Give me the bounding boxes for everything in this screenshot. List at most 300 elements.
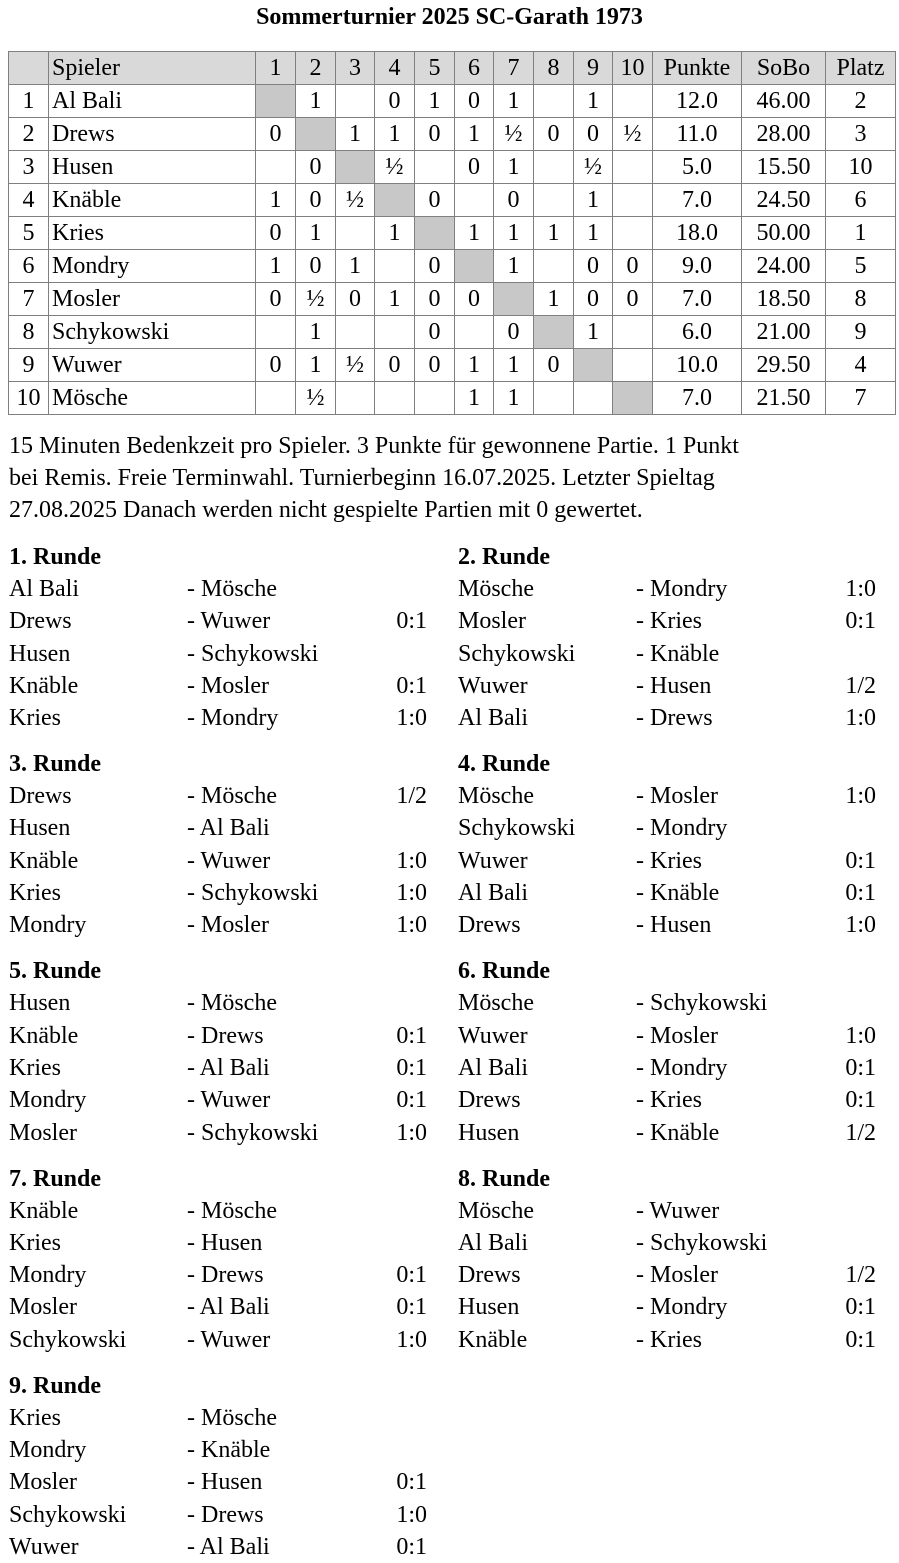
white-player: Mondry xyxy=(9,1087,87,1114)
black-player: - Husen xyxy=(636,672,712,699)
crosstable-header-cell: 7 xyxy=(494,52,534,85)
result-cell: 0 xyxy=(296,184,336,217)
result-cell xyxy=(375,250,415,283)
game-result: 0:1 xyxy=(396,1294,427,1321)
white-player: Mondry xyxy=(9,1262,87,1289)
result-cell xyxy=(336,85,375,118)
tournament-rules-note xyxy=(9,430,889,526)
black-player: - Mondry xyxy=(636,1054,728,1081)
diagonal-cell xyxy=(455,250,494,283)
result-cell: ½ xyxy=(336,349,375,382)
result-cell: 1 xyxy=(336,118,375,151)
round-block xyxy=(458,955,888,1148)
pairing-row xyxy=(9,702,439,734)
player-name: Mosler xyxy=(49,283,256,316)
sobo-cell: 50.00 xyxy=(742,217,826,250)
game-result: 0:1 xyxy=(396,1533,427,1560)
game-result: 0:1 xyxy=(845,880,876,907)
pairing-row xyxy=(9,1499,439,1531)
white-player: Mosler xyxy=(9,1294,77,1321)
result-cell xyxy=(375,316,415,349)
result-cell xyxy=(336,382,375,415)
black-player: - Kries xyxy=(636,1326,702,1353)
white-player: Al Bali xyxy=(458,880,528,907)
crosstable-header-cell: Spieler xyxy=(49,52,256,85)
player-name: Schykowski xyxy=(49,316,256,349)
black-player: - Schykowski xyxy=(636,990,768,1017)
black-player: - Knäble xyxy=(636,880,720,907)
result-cell: ½ xyxy=(375,151,415,184)
game-result: 0:1 xyxy=(396,1054,427,1081)
crosstable-row xyxy=(9,118,896,151)
result-cell: 0 xyxy=(296,250,336,283)
round-title: 7. Runde xyxy=(9,1165,102,1192)
player-number: 3 xyxy=(9,151,49,184)
game-result: 1:0 xyxy=(396,1326,427,1353)
rank-cell: 6 xyxy=(826,184,896,217)
white-player: Schykowski xyxy=(458,640,576,667)
diagonal-cell xyxy=(375,184,415,217)
crosstable-header-cell: 6 xyxy=(455,52,494,85)
black-player: - Mosler xyxy=(636,1022,718,1049)
diagonal-cell xyxy=(494,283,534,316)
game-result: 0:1 xyxy=(396,608,427,635)
result-cell xyxy=(375,382,415,415)
black-player: - Schykowski xyxy=(187,1119,319,1146)
pairing-row xyxy=(458,1052,888,1084)
result-cell: 0 xyxy=(375,85,415,118)
player-number: 4 xyxy=(9,184,49,217)
pairing-row xyxy=(458,845,888,877)
sobo-cell: 18.50 xyxy=(742,283,826,316)
white-player: Mösche xyxy=(458,990,534,1017)
result-cell: 1 xyxy=(256,250,296,283)
game-result: 0:1 xyxy=(396,1262,427,1289)
black-player: - Mösche xyxy=(187,783,277,810)
sobo-cell: 24.50 xyxy=(742,184,826,217)
game-result: 1:0 xyxy=(845,705,876,732)
result-cell: 1 xyxy=(494,217,534,250)
player-name: Al Bali xyxy=(49,85,256,118)
diagonal-cell xyxy=(534,316,574,349)
game-result: 0:1 xyxy=(845,1087,876,1114)
diagonal-cell xyxy=(574,349,613,382)
white-player: Al Bali xyxy=(9,576,79,602)
player-name: Knäble xyxy=(49,184,256,217)
result-cell xyxy=(613,316,653,349)
sobo-cell: 21.50 xyxy=(742,382,826,415)
game-result: 0:1 xyxy=(845,1054,876,1081)
result-cell: 0 xyxy=(256,118,296,151)
result-cell: 0 xyxy=(336,283,375,316)
result-cell xyxy=(613,151,653,184)
black-player: - Knäble xyxy=(187,1437,271,1464)
result-cell: 0 xyxy=(613,283,653,316)
pairing-row xyxy=(458,670,888,702)
pairing-row xyxy=(9,845,439,877)
black-player: - Drews xyxy=(187,1501,264,1528)
pairing-row xyxy=(9,1402,439,1434)
pairing-row xyxy=(9,638,439,670)
result-cell xyxy=(534,151,574,184)
result-cell: 0 xyxy=(455,85,494,118)
player-number: 1 xyxy=(9,85,49,118)
points-cell: 7.0 xyxy=(653,283,742,316)
sobo-cell: 24.00 xyxy=(742,250,826,283)
sobo-cell: 15.50 xyxy=(742,151,826,184)
result-cell xyxy=(613,85,653,118)
player-number: 7 xyxy=(9,283,49,316)
sobo-cell: 29.50 xyxy=(742,349,826,382)
crosstable-header-cell: 9 xyxy=(574,52,613,85)
round-title: 1. Runde xyxy=(9,544,102,570)
black-player: - Mösche xyxy=(187,1197,277,1224)
black-player: - Wuwer xyxy=(636,1197,720,1224)
pairing-row xyxy=(9,573,439,605)
result-cell: 1 xyxy=(296,217,336,250)
white-player: Al Bali xyxy=(458,705,528,732)
pairing-row xyxy=(458,638,888,670)
white-player: Mosler xyxy=(458,608,526,635)
rank-cell: 1 xyxy=(826,217,896,250)
result-cell xyxy=(415,151,455,184)
white-player: Mösche xyxy=(458,1197,534,1224)
round-title: 4. Runde xyxy=(458,751,551,778)
game-result: 1/2 xyxy=(845,672,876,699)
white-player: Kries xyxy=(9,1404,61,1431)
points-cell: 7.0 xyxy=(653,382,742,415)
white-player: Drews xyxy=(9,783,72,810)
points-cell: 11.0 xyxy=(653,118,742,151)
pairing-row xyxy=(9,1259,439,1291)
points-cell: 9.0 xyxy=(653,250,742,283)
result-cell: 0 xyxy=(256,283,296,316)
round-title: 6. Runde xyxy=(458,958,551,985)
white-player: Mösche xyxy=(458,576,534,602)
black-player: - Knäble xyxy=(636,1119,720,1146)
white-player: Mösche xyxy=(458,783,534,810)
diagonal-cell xyxy=(256,85,296,118)
pairing-row xyxy=(9,812,439,844)
round-title: 5. Runde xyxy=(9,958,102,985)
result-cell: 1 xyxy=(574,184,613,217)
black-player: - Wuwer xyxy=(187,1326,271,1353)
result-cell xyxy=(336,217,375,250)
result-cell: 1 xyxy=(494,382,534,415)
result-cell: 0 xyxy=(296,151,336,184)
crosstable-row xyxy=(9,217,896,250)
black-player: - Kries xyxy=(636,608,702,635)
white-player: Drews xyxy=(458,1087,521,1114)
note-line: 27.08.2025 Danach werden nicht gespielte Partien mit 0 gewertet. xyxy=(9,497,643,523)
result-cell xyxy=(336,316,375,349)
result-cell xyxy=(534,250,574,283)
white-player: Mondry xyxy=(9,912,87,939)
result-cell: 0 xyxy=(375,349,415,382)
result-cell: ½ xyxy=(296,283,336,316)
black-player: - Kries xyxy=(636,847,702,874)
result-cell: 0 xyxy=(534,118,574,151)
black-player: - Al Bali xyxy=(187,815,270,842)
result-cell: 1 xyxy=(455,382,494,415)
pairing-row xyxy=(458,877,888,909)
pairing-row xyxy=(9,1084,439,1116)
rank-cell: 8 xyxy=(826,283,896,316)
black-player: - Drews xyxy=(187,1262,264,1289)
white-player: Husen xyxy=(9,990,71,1017)
result-cell: 0 xyxy=(455,283,494,316)
rank-cell: 5 xyxy=(826,250,896,283)
crosstable-header-cell: SoBo xyxy=(742,52,826,85)
round-block xyxy=(9,1370,439,1563)
black-player: - Mosler xyxy=(636,783,718,810)
result-cell xyxy=(256,151,296,184)
white-player: Knäble xyxy=(9,1022,79,1049)
game-result: 0:1 xyxy=(845,608,876,635)
result-cell xyxy=(256,316,296,349)
white-player: Drews xyxy=(9,608,72,635)
white-player: Drews xyxy=(458,912,521,939)
round-title: 3. Runde xyxy=(9,751,102,778)
white-player: Al Bali xyxy=(458,1229,528,1256)
pairing-row xyxy=(458,1195,888,1227)
crosstable-row xyxy=(9,316,896,349)
game-result: 1:0 xyxy=(396,1501,427,1528)
result-cell: 0 xyxy=(455,151,494,184)
pairing-row xyxy=(9,1291,439,1323)
rank-cell: 9 xyxy=(826,316,896,349)
crosstable-header-cell xyxy=(9,52,49,85)
diagonal-cell xyxy=(336,151,375,184)
pairing-row xyxy=(458,702,888,734)
result-cell xyxy=(613,217,653,250)
points-cell: 10.0 xyxy=(653,349,742,382)
player-name: Mondry xyxy=(49,250,256,283)
result-cell: ½ xyxy=(336,184,375,217)
game-result: 1/2 xyxy=(396,783,427,810)
white-player: Mosler xyxy=(9,1119,77,1146)
white-player: Husen xyxy=(458,1294,520,1321)
result-cell: 1 xyxy=(574,316,613,349)
game-result: 0:1 xyxy=(396,1469,427,1496)
round-block xyxy=(9,955,439,1148)
crosstable-row xyxy=(9,85,896,118)
white-player: Kries xyxy=(9,1054,61,1081)
result-cell: 1 xyxy=(494,250,534,283)
black-player: - Al Bali xyxy=(187,1533,270,1560)
game-result: 1:0 xyxy=(845,1022,876,1049)
pairing-row xyxy=(9,1227,439,1259)
result-cell: 1 xyxy=(574,217,613,250)
round-block xyxy=(458,748,888,941)
rank-cell: 7 xyxy=(826,382,896,415)
result-cell: 0 xyxy=(256,349,296,382)
crosstable-header-cell: 1 xyxy=(256,52,296,85)
result-cell: 1 xyxy=(336,250,375,283)
black-player: - Wuwer xyxy=(187,1087,271,1114)
result-cell: 1 xyxy=(455,349,494,382)
black-player: - Schykowski xyxy=(187,640,319,667)
round-title: 2. Runde xyxy=(458,544,551,570)
crosstable-header-row xyxy=(9,52,896,85)
result-cell: 1 xyxy=(415,85,455,118)
black-player: - Mösche xyxy=(187,1404,277,1431)
black-player: - Mondry xyxy=(636,815,728,842)
crosstable-header-cell: Platz xyxy=(826,52,896,85)
white-player: Knäble xyxy=(9,847,79,874)
pairing-row xyxy=(458,1084,888,1116)
white-player: Schykowski xyxy=(9,1326,127,1353)
game-result: 1:0 xyxy=(396,847,427,874)
pairing-row xyxy=(458,1291,888,1323)
result-cell: 1 xyxy=(256,184,296,217)
pairing-row xyxy=(9,1020,439,1052)
note-line: bei Remis. Freie Terminwahl. Turnierbeginn 16.07.2025. Letzter Spieltag xyxy=(9,465,715,491)
result-cell: 1 xyxy=(455,217,494,250)
player-name: Kries xyxy=(49,217,256,250)
black-player: - Al Bali xyxy=(187,1294,270,1321)
white-player: Kries xyxy=(9,1229,61,1256)
result-cell: 0 xyxy=(415,250,455,283)
white-player: Knäble xyxy=(9,672,79,699)
result-cell: 0 xyxy=(415,283,455,316)
pairing-row xyxy=(458,780,888,812)
result-cell: 0 xyxy=(415,349,455,382)
black-player: - Mosler xyxy=(187,672,269,699)
pairing-row xyxy=(458,1117,888,1149)
result-cell: 1 xyxy=(296,85,336,118)
points-cell: 12.0 xyxy=(653,85,742,118)
white-player: Wuwer xyxy=(458,847,528,874)
game-result: 1:0 xyxy=(396,1119,427,1146)
crosstable-header-cell: 5 xyxy=(415,52,455,85)
result-cell xyxy=(455,316,494,349)
result-cell: 0 xyxy=(415,184,455,217)
black-player: - Drews xyxy=(636,705,713,732)
player-name: Husen xyxy=(49,151,256,184)
white-player: Wuwer xyxy=(458,1022,528,1049)
white-player: Husen xyxy=(9,640,71,667)
round-block xyxy=(9,748,439,941)
round-title: 8. Runde xyxy=(458,1165,551,1192)
game-result: 1:0 xyxy=(845,912,876,939)
pairing-row xyxy=(458,1227,888,1259)
pairing-row xyxy=(458,1020,888,1052)
points-cell: 6.0 xyxy=(653,316,742,349)
black-player: - Husen xyxy=(187,1469,263,1496)
crosstable xyxy=(8,51,896,415)
pairing-row xyxy=(458,812,888,844)
pairing-row xyxy=(9,1052,439,1084)
points-cell: 5.0 xyxy=(653,151,742,184)
black-player: - Mondry xyxy=(636,1294,728,1321)
crosstable-row xyxy=(9,283,896,316)
result-cell: ½ xyxy=(296,382,336,415)
pairing-row xyxy=(458,1324,888,1356)
result-cell: 1 xyxy=(494,349,534,382)
result-cell xyxy=(574,382,613,415)
result-cell: ½ xyxy=(574,151,613,184)
pairing-row xyxy=(9,877,439,909)
game-result: 0:1 xyxy=(396,1022,427,1049)
result-cell: 0 xyxy=(494,184,534,217)
crosstable-header-cell: 4 xyxy=(375,52,415,85)
result-cell: 0 xyxy=(415,316,455,349)
player-number: 8 xyxy=(9,316,49,349)
crosstable-header-cell: 8 xyxy=(534,52,574,85)
round-block xyxy=(9,541,439,734)
black-player: - Knäble xyxy=(636,640,720,667)
result-cell: 0 xyxy=(613,250,653,283)
game-result: 1:0 xyxy=(396,912,427,939)
pairing-row xyxy=(458,909,888,941)
result-cell: 0 xyxy=(494,316,534,349)
player-name: Mösche xyxy=(49,382,256,415)
black-player: - Schykowski xyxy=(187,880,319,907)
white-player: Wuwer xyxy=(9,1533,79,1560)
white-player: Kries xyxy=(9,705,61,732)
round-block xyxy=(458,1163,888,1356)
pairing-row xyxy=(9,1531,439,1563)
points-cell: 18.0 xyxy=(653,217,742,250)
game-result: 1:0 xyxy=(845,783,876,810)
result-cell xyxy=(613,184,653,217)
player-name: Drews xyxy=(49,118,256,151)
white-player: Kries xyxy=(9,880,61,907)
crosstable-header-cell: 10 xyxy=(613,52,653,85)
white-player: Husen xyxy=(9,815,71,842)
round-title: 9. Runde xyxy=(9,1372,102,1399)
white-player: Schykowski xyxy=(9,1501,127,1528)
pairing-row xyxy=(9,1195,439,1227)
white-player: Husen xyxy=(458,1119,520,1146)
pairing-row xyxy=(9,909,439,941)
result-cell: 0 xyxy=(574,283,613,316)
white-player: Knäble xyxy=(458,1326,528,1353)
black-player: - Mösche xyxy=(187,990,277,1017)
black-player: - Drews xyxy=(187,1022,264,1049)
game-result: 0:1 xyxy=(396,1087,427,1114)
crosstable-row xyxy=(9,184,896,217)
result-cell: ½ xyxy=(494,118,534,151)
crosstable-header-cell: 2 xyxy=(296,52,336,85)
player-name: Wuwer xyxy=(49,349,256,382)
crosstable-row xyxy=(9,151,896,184)
result-cell: 1 xyxy=(296,316,336,349)
pairing-row xyxy=(9,605,439,637)
black-player: - Schykowski xyxy=(636,1229,768,1256)
game-result: 1/2 xyxy=(845,1262,876,1289)
pairing-row xyxy=(458,987,888,1019)
sobo-cell: 46.00 xyxy=(742,85,826,118)
player-number: 2 xyxy=(9,118,49,151)
pairing-row xyxy=(9,987,439,1019)
pairing-row xyxy=(9,1466,439,1498)
result-cell xyxy=(613,349,653,382)
result-cell: ½ xyxy=(613,118,653,151)
result-cell xyxy=(415,382,455,415)
player-number: 9 xyxy=(9,349,49,382)
result-cell: 0 xyxy=(415,118,455,151)
result-cell: 1 xyxy=(534,217,574,250)
white-player: Al Bali xyxy=(458,1054,528,1081)
crosstable-row xyxy=(9,250,896,283)
pairing-row xyxy=(458,605,888,637)
white-player: Mondry xyxy=(9,1437,87,1464)
result-cell: 0 xyxy=(574,118,613,151)
game-result: 1:0 xyxy=(845,576,876,602)
black-player: - Mosler xyxy=(636,1262,718,1289)
